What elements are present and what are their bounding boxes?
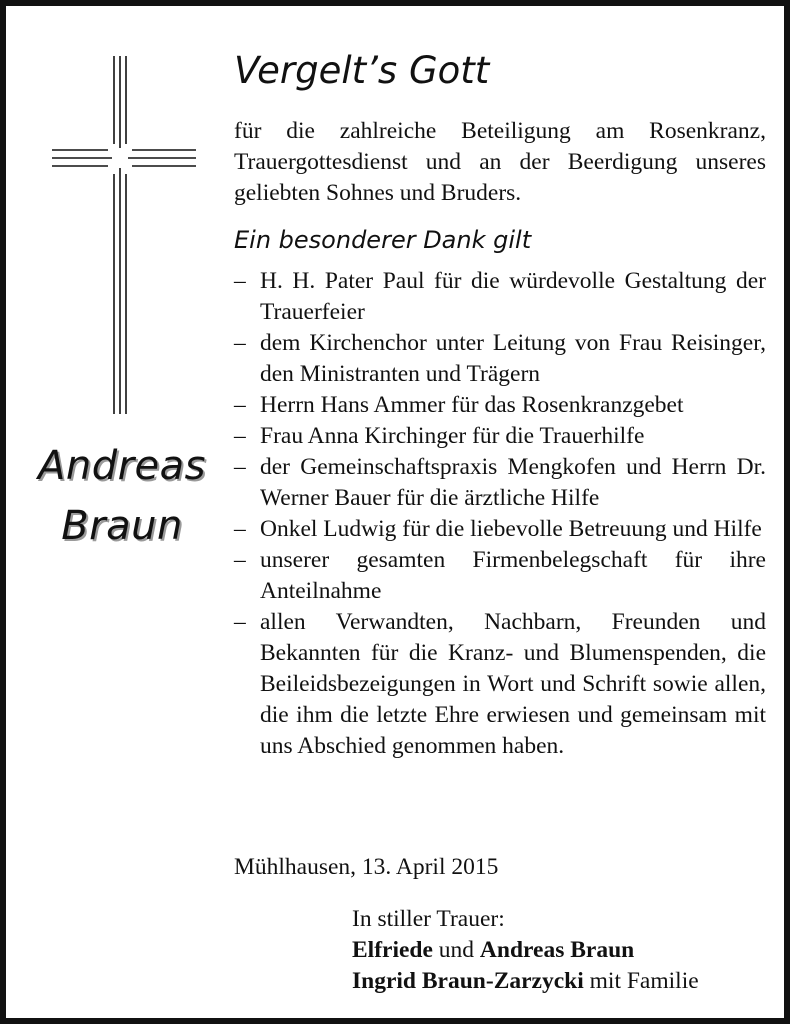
thanks-item <box>234 452 766 514</box>
dash-marker: – <box>234 423 246 449</box>
mourner-conjunction: und <box>432 937 480 963</box>
dash-marker: – <box>234 330 246 356</box>
place-date: Mühlhausen, 13. April 2015 <box>234 854 499 880</box>
deceased-first-name: Andreas <box>37 443 206 489</box>
dash-marker: – <box>234 547 246 573</box>
mourners-line-1 <box>352 935 699 966</box>
cross-icon <box>50 52 198 416</box>
heading: Vergelt’s Gott <box>234 49 490 92</box>
dash-marker: – <box>234 268 246 294</box>
thanks-text: unserer gesamten Firmenbelegschaft für ihre Anteilnahme <box>260 547 766 604</box>
dash-marker: – <box>234 392 246 418</box>
mourners-intro: In stiller Trauer: <box>352 906 505 932</box>
thanks-item <box>234 545 766 607</box>
thanks-text: Herrn Hans Ammer für das Rosenkranzgebet <box>260 392 684 418</box>
thanks-item <box>234 266 766 328</box>
mourner-name: Elfriede <box>352 937 433 963</box>
thanks-text: allen Verwandten, Nachbarn, Freunden und Bekannten für die Kranz- und Blumenspenden, die Beileidsbezeigungen in Wort und Schrift sowie allen, die ihm die letzte Ehre erwiesen und gemeinsam mit uns Abschied genommen haben. <box>260 609 766 759</box>
subheading: Ein besonderer Dank gilt <box>234 226 532 254</box>
mourners-block <box>352 904 699 997</box>
thanks-item <box>234 421 766 452</box>
intro-text: für die zahlreiche Beteiligung am Rosenkranz, Trauergottesdienst und an der Beerdigung unseres geliebten Sohnes und Bruders. <box>234 118 766 206</box>
dash-marker: – <box>234 454 246 480</box>
mourner-name: Ingrid Braun-Zarzycki <box>352 968 584 994</box>
thanks-text: H. H. Pater Paul für die würdevolle Gestaltung der Trauerfeier <box>260 268 766 325</box>
mourner-suffix: mit Familie <box>583 968 699 994</box>
thanks-item <box>234 328 766 390</box>
thanks-item <box>234 607 766 762</box>
dash-marker: – <box>234 609 246 635</box>
thanks-item <box>234 514 766 545</box>
thanks-text: Frau Anna Kirchinger für die Trauerhilfe <box>260 423 645 449</box>
mourners-line-2 <box>352 966 699 997</box>
deceased-last-name: Braun <box>61 503 183 549</box>
thanks-text: dem Kirchenchor unter Leitung von Frau Reisinger, den Ministranten und Trägern <box>260 330 766 387</box>
mourner-name: Andreas Braun <box>479 937 635 963</box>
thanks-text: der Gemeinschaftspraxis Mengkofen und Herrn Dr. Werner Bauer für die ärztliche Hilfe <box>260 454 766 511</box>
thanks-item <box>234 390 766 421</box>
thanks-text: Onkel Ludwig für die liebevolle Betreuung und Hilfe <box>260 516 762 542</box>
dash-marker: – <box>234 516 246 542</box>
thanks-list <box>234 266 766 762</box>
